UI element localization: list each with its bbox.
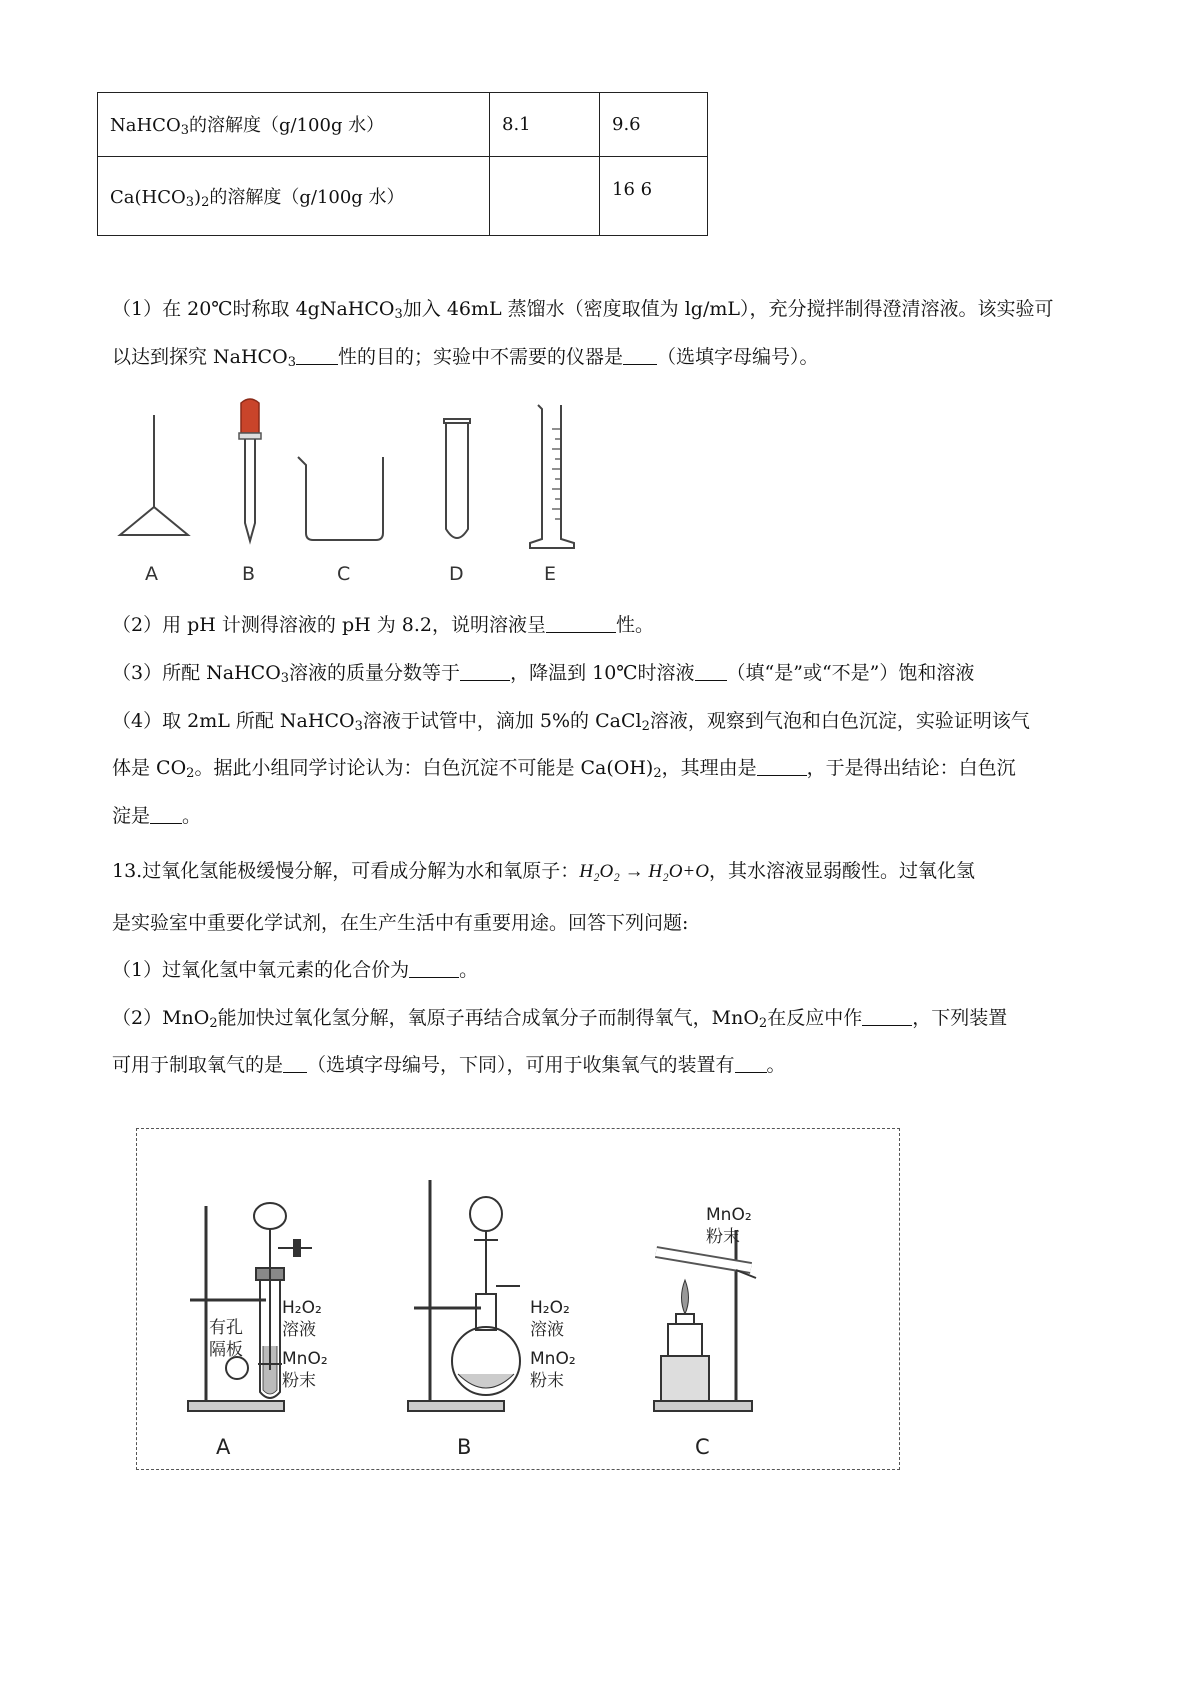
q13-part2: （2）MnO$_2$能加快过氧化氢分解，氧原子再结合成氧分子而制得氧气，MnO$_2$在反应中作 ，下列装置 xyxy=(112,1007,1008,1031)
row-label: NaHCO$_3$的溶解度（g/100g 水） xyxy=(98,93,490,157)
apparatus-figure xyxy=(136,1128,900,1470)
test-tube-icon xyxy=(444,419,470,538)
q13-part2-cont: 可用于制取氧气的是 （选填字母编号，下同），可用于收集氧气的装置有 。 xyxy=(112,1054,786,1076)
row-label: $Ca(HCO_3)_2$的溶解度（g/100g 水） xyxy=(98,157,490,236)
instruments-figure xyxy=(100,395,600,595)
q13-line1: 13.过氧化氢能极缓慢分解，可看成分解为水和氧原子：H₂O₂ → H₂O+O，其水溶液显弱酸性。过氧化氢 xyxy=(112,860,975,882)
solubility-table xyxy=(97,92,708,236)
instrument-label: A xyxy=(145,563,158,585)
apparatus-a-powder-label: 粉末 xyxy=(282,1371,316,1391)
funnel-icon xyxy=(120,415,188,535)
apparatus-c-label: C xyxy=(695,1435,710,1459)
table-cell xyxy=(490,157,600,236)
apparatus-a-solution-label: 溶液 xyxy=(282,1320,316,1340)
q3-line: （3）所配 NaHCO$_3$溶液的质量分数等于 ，降温到 10℃时溶液 （填“是”或“不是”）饱和溶液 xyxy=(112,662,975,686)
apparatus-b-label: B xyxy=(457,1435,472,1459)
q13-part1: （1）过氧化氢中氧元素的化合价为 。 xyxy=(112,959,479,981)
dropper-icon xyxy=(239,399,261,541)
q4-line2: 体是 $CO_2$。据此小组同学讨论认为：白色沉淀不可能是 $Ca(OH)_2$，其理由是 ，于是得出结论：白色沉 xyxy=(112,757,1016,781)
apparatus-b-powder-label: 粉末 xyxy=(530,1371,564,1391)
table-row xyxy=(98,157,708,236)
table-cell: 8.1 xyxy=(490,93,600,157)
q1-line2: 以达到探究 NaHCO$_3$ 性的目的；实验中不需要的仪器是 （选填字母编号）。 xyxy=(112,346,819,370)
instrument-label: B xyxy=(242,563,256,585)
apparatus-a-plate-label: 隔板 xyxy=(209,1340,243,1360)
apparatus-a-mno2-label: MnO₂ xyxy=(282,1349,328,1369)
q13-line2: 是实验室中重要化学试剂，在生产生活中有重要用途。回答下列问题: xyxy=(112,912,689,934)
q2-line: （2）用 pH 计测得溶液的 pH 为 8.2，说明溶液呈 性。 xyxy=(112,614,654,636)
apparatus-b-mno2-label: MnO₂ xyxy=(530,1349,576,1369)
apparatus-c-powder-label: 粉末 xyxy=(706,1227,740,1247)
table-row xyxy=(98,93,708,157)
apparatus-c-mno2-label: MnO₂ xyxy=(706,1205,752,1225)
q1-line1: （1）在 20℃时称取 4gNaHCO$_3$加入 46mL 蒸馏水（密度取值为 lg/mL），充分搅拌制得澄清溶液。该实验可 xyxy=(112,298,1054,322)
q4-line1: （4）取 2mL 所配 NaHCO$_3$溶液于试管中，滴加 5%的 CaCl$_2$溶液，观察到气泡和白色沉淀，实验证明该气 xyxy=(112,710,1030,734)
apparatus-a-plate-label: 有孔 xyxy=(209,1318,243,1338)
table-cell: 9.6 xyxy=(600,93,708,157)
beaker-icon xyxy=(298,457,383,540)
graduated-cylinder-icon xyxy=(530,405,574,548)
table-cell: 16 6 xyxy=(600,157,708,236)
apparatus-b-h2o2-label: H₂O₂ xyxy=(530,1298,570,1318)
apparatus-b-solution-label: 溶液 xyxy=(530,1320,564,1340)
instrument-label: C xyxy=(337,563,351,585)
apparatus-a-label: A xyxy=(216,1435,231,1459)
instrument-label: E xyxy=(544,563,557,585)
apparatus-c xyxy=(654,1230,756,1411)
apparatus-b xyxy=(408,1180,520,1411)
apparatus-a-h2o2-label: H₂O₂ xyxy=(282,1298,322,1318)
q4-line3: 淀是 。 xyxy=(112,805,202,827)
instrument-label: D xyxy=(449,563,464,585)
